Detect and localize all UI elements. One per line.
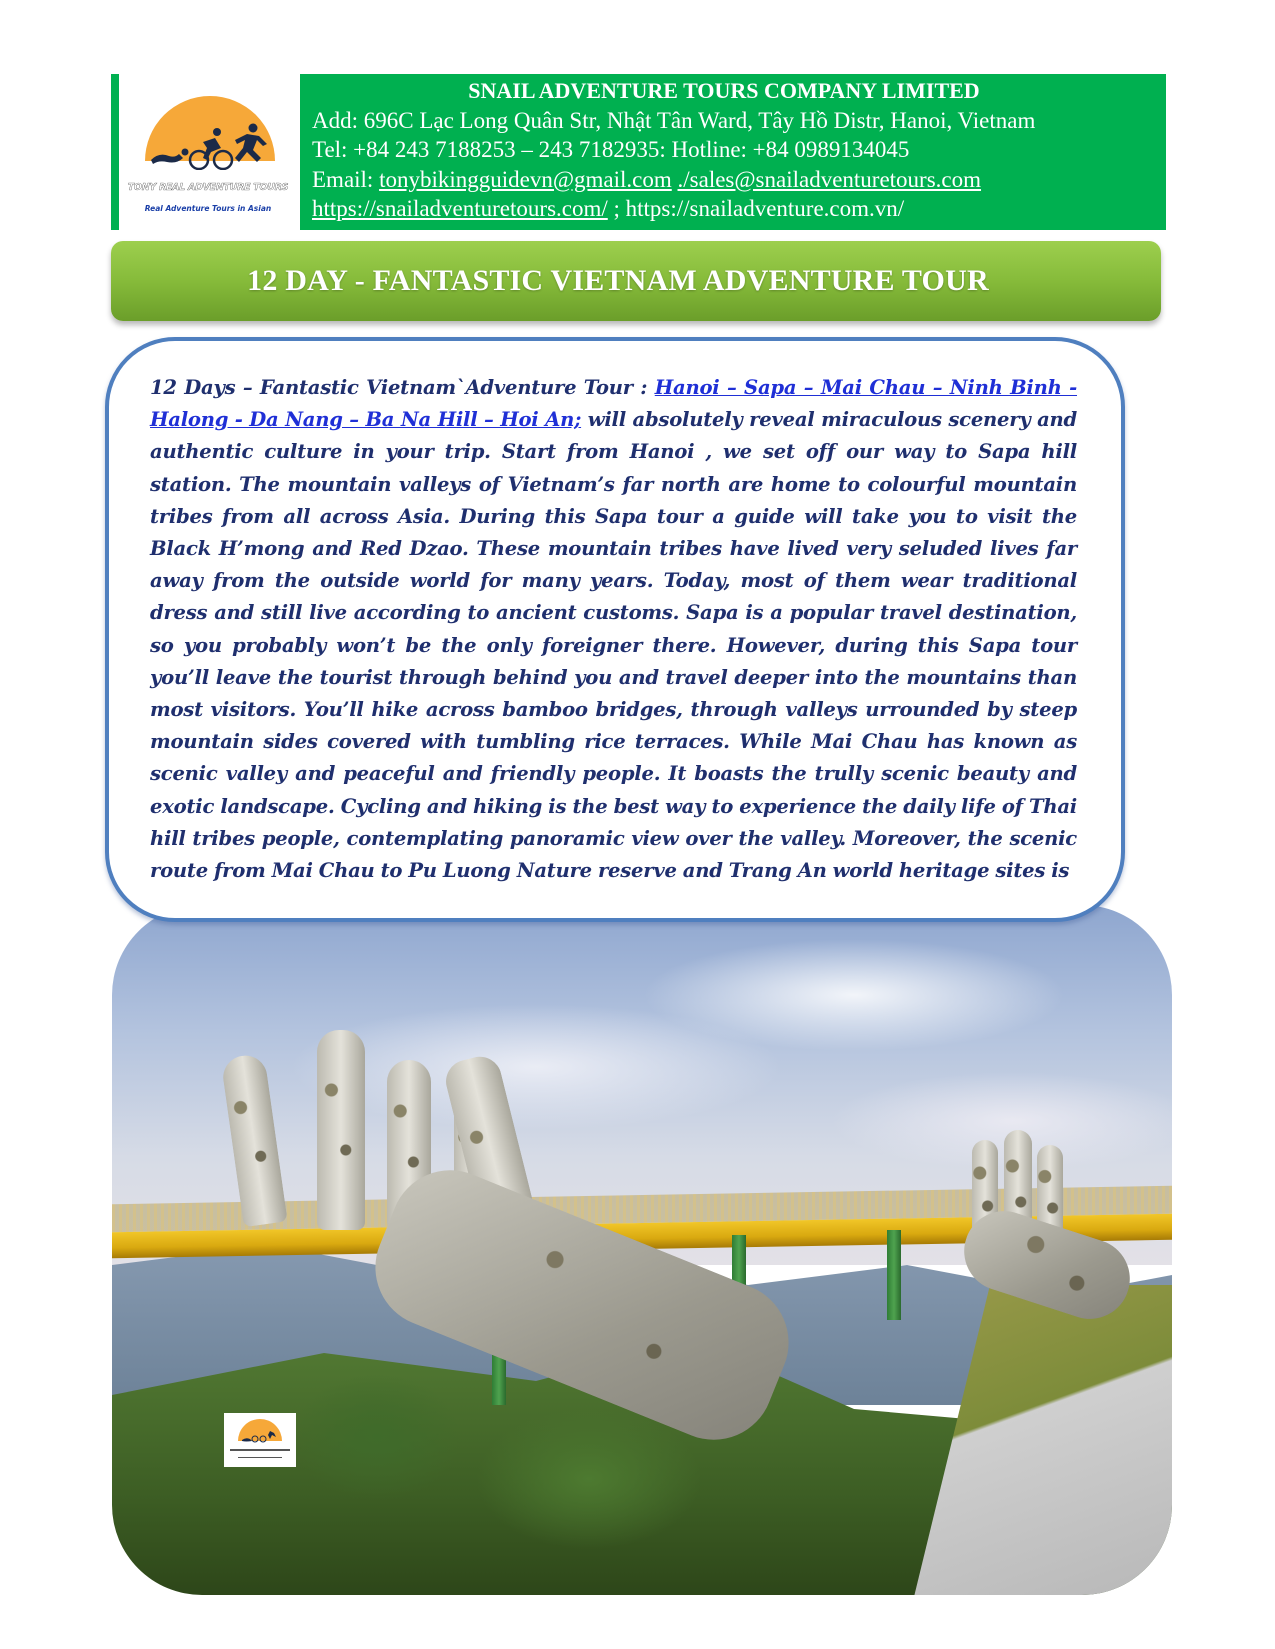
route-link[interactable]: Hanoi – Sapa – Mai Chau – Ninh Binh - Halong - Da Nang – Ba Na Hill – Hoi An;: [150, 376, 1077, 432]
watermark-text-line: [238, 1457, 282, 1458]
intro-body: will absolutely reveal miraculous scenery and authentic culture in your trip. Start from Hanoi , we set off our way to Sapa hill station. The mountain valleys of Vietnam’s far north are home to colourful mountain tribes from all across Asia. During this Sapa tour a guide will take you to visit the Black H’mong and Red Dzao. These mountain tribes have lived very seluded lives far away from the outside world for many years. Today, most of them wear traditional dress and still live according to ancient customs. Sapa is a popular travel destination, so you probably won’t be the only foreigner there. However, during this Sapa tour you’ll leave the tourist through behind you and travel deeper into the mountains than most visitors. You’ll hike across bamboo bridges, through valleys urrounded by steep mountain sides covered with tumbling rice terraces. While Mai Chau has known as scenic valley and peaceful and friendly people. It boasts the trully scenic beauty and exotic landscape. Cycling and hiking is the best way to experience the daily life of Thai hill tribes people, contemplating panoramic view over the valley. Moreover, the scenic route from Mai Chau to Pu Luong Nature reserve and Trang An world heritage sites is: [150, 408, 1077, 883]
company-phone: Tel: +84 243 7188253 – 243 7182935: Hotline: +84 0989134045: [312, 137, 910, 162]
company-info-box: [300, 74, 1166, 230]
watermark-figures-icon: [240, 1429, 280, 1443]
company-email-line: [312, 165, 1166, 195]
email-link-primary[interactable]: tonybikingguidevn@gmail.com: [379, 166, 672, 192]
stone-hand-finger: [317, 1030, 365, 1230]
company-website-line: [312, 194, 1166, 224]
email-label: Email:: [312, 166, 380, 192]
email-link-secondary[interactable]: ./sales@snailadventuretours.com: [677, 166, 982, 192]
header-accent-bar: [111, 74, 119, 230]
tour-title-banner: [111, 241, 1161, 321]
golden-bridge-photo: [112, 905, 1172, 1595]
logo-brand-name: TONY REAL ADVENTURE TOURS: [127, 182, 289, 193]
bridge-pillar: [887, 1230, 901, 1320]
company-address: Add: 696C Lạc Long Quân Str, Nhật Tân Ward, Tây Hồ Distr, Hanoi, Vietnam: [312, 107, 1036, 133]
website-link-secondary[interactable]: https://snailadventure.com.vn/: [625, 196, 905, 221]
company-logo: [119, 74, 297, 230]
triathlon-figures-icon: [149, 122, 273, 170]
company-name: SNAIL ADVENTURE TOURS COMPANY LIMITED: [468, 78, 980, 103]
tour-title: 12 DAY - FANTASTIC VIETNAM ADVENTURE TOUR: [247, 264, 989, 297]
intro-paragraph: [150, 372, 1077, 887]
intro-lead: 12 Days – Fantastic Vietnam`Adventure Tour :: [150, 376, 655, 399]
website-separator: ;: [607, 196, 626, 221]
website-link-primary[interactable]: https://snailadventuretours.com/: [312, 196, 608, 221]
watermark-text-line: [230, 1449, 290, 1451]
logo-tagline: Real Adventure Tours in Asian: [144, 204, 272, 213]
photo-watermark-logo: [224, 1413, 296, 1467]
